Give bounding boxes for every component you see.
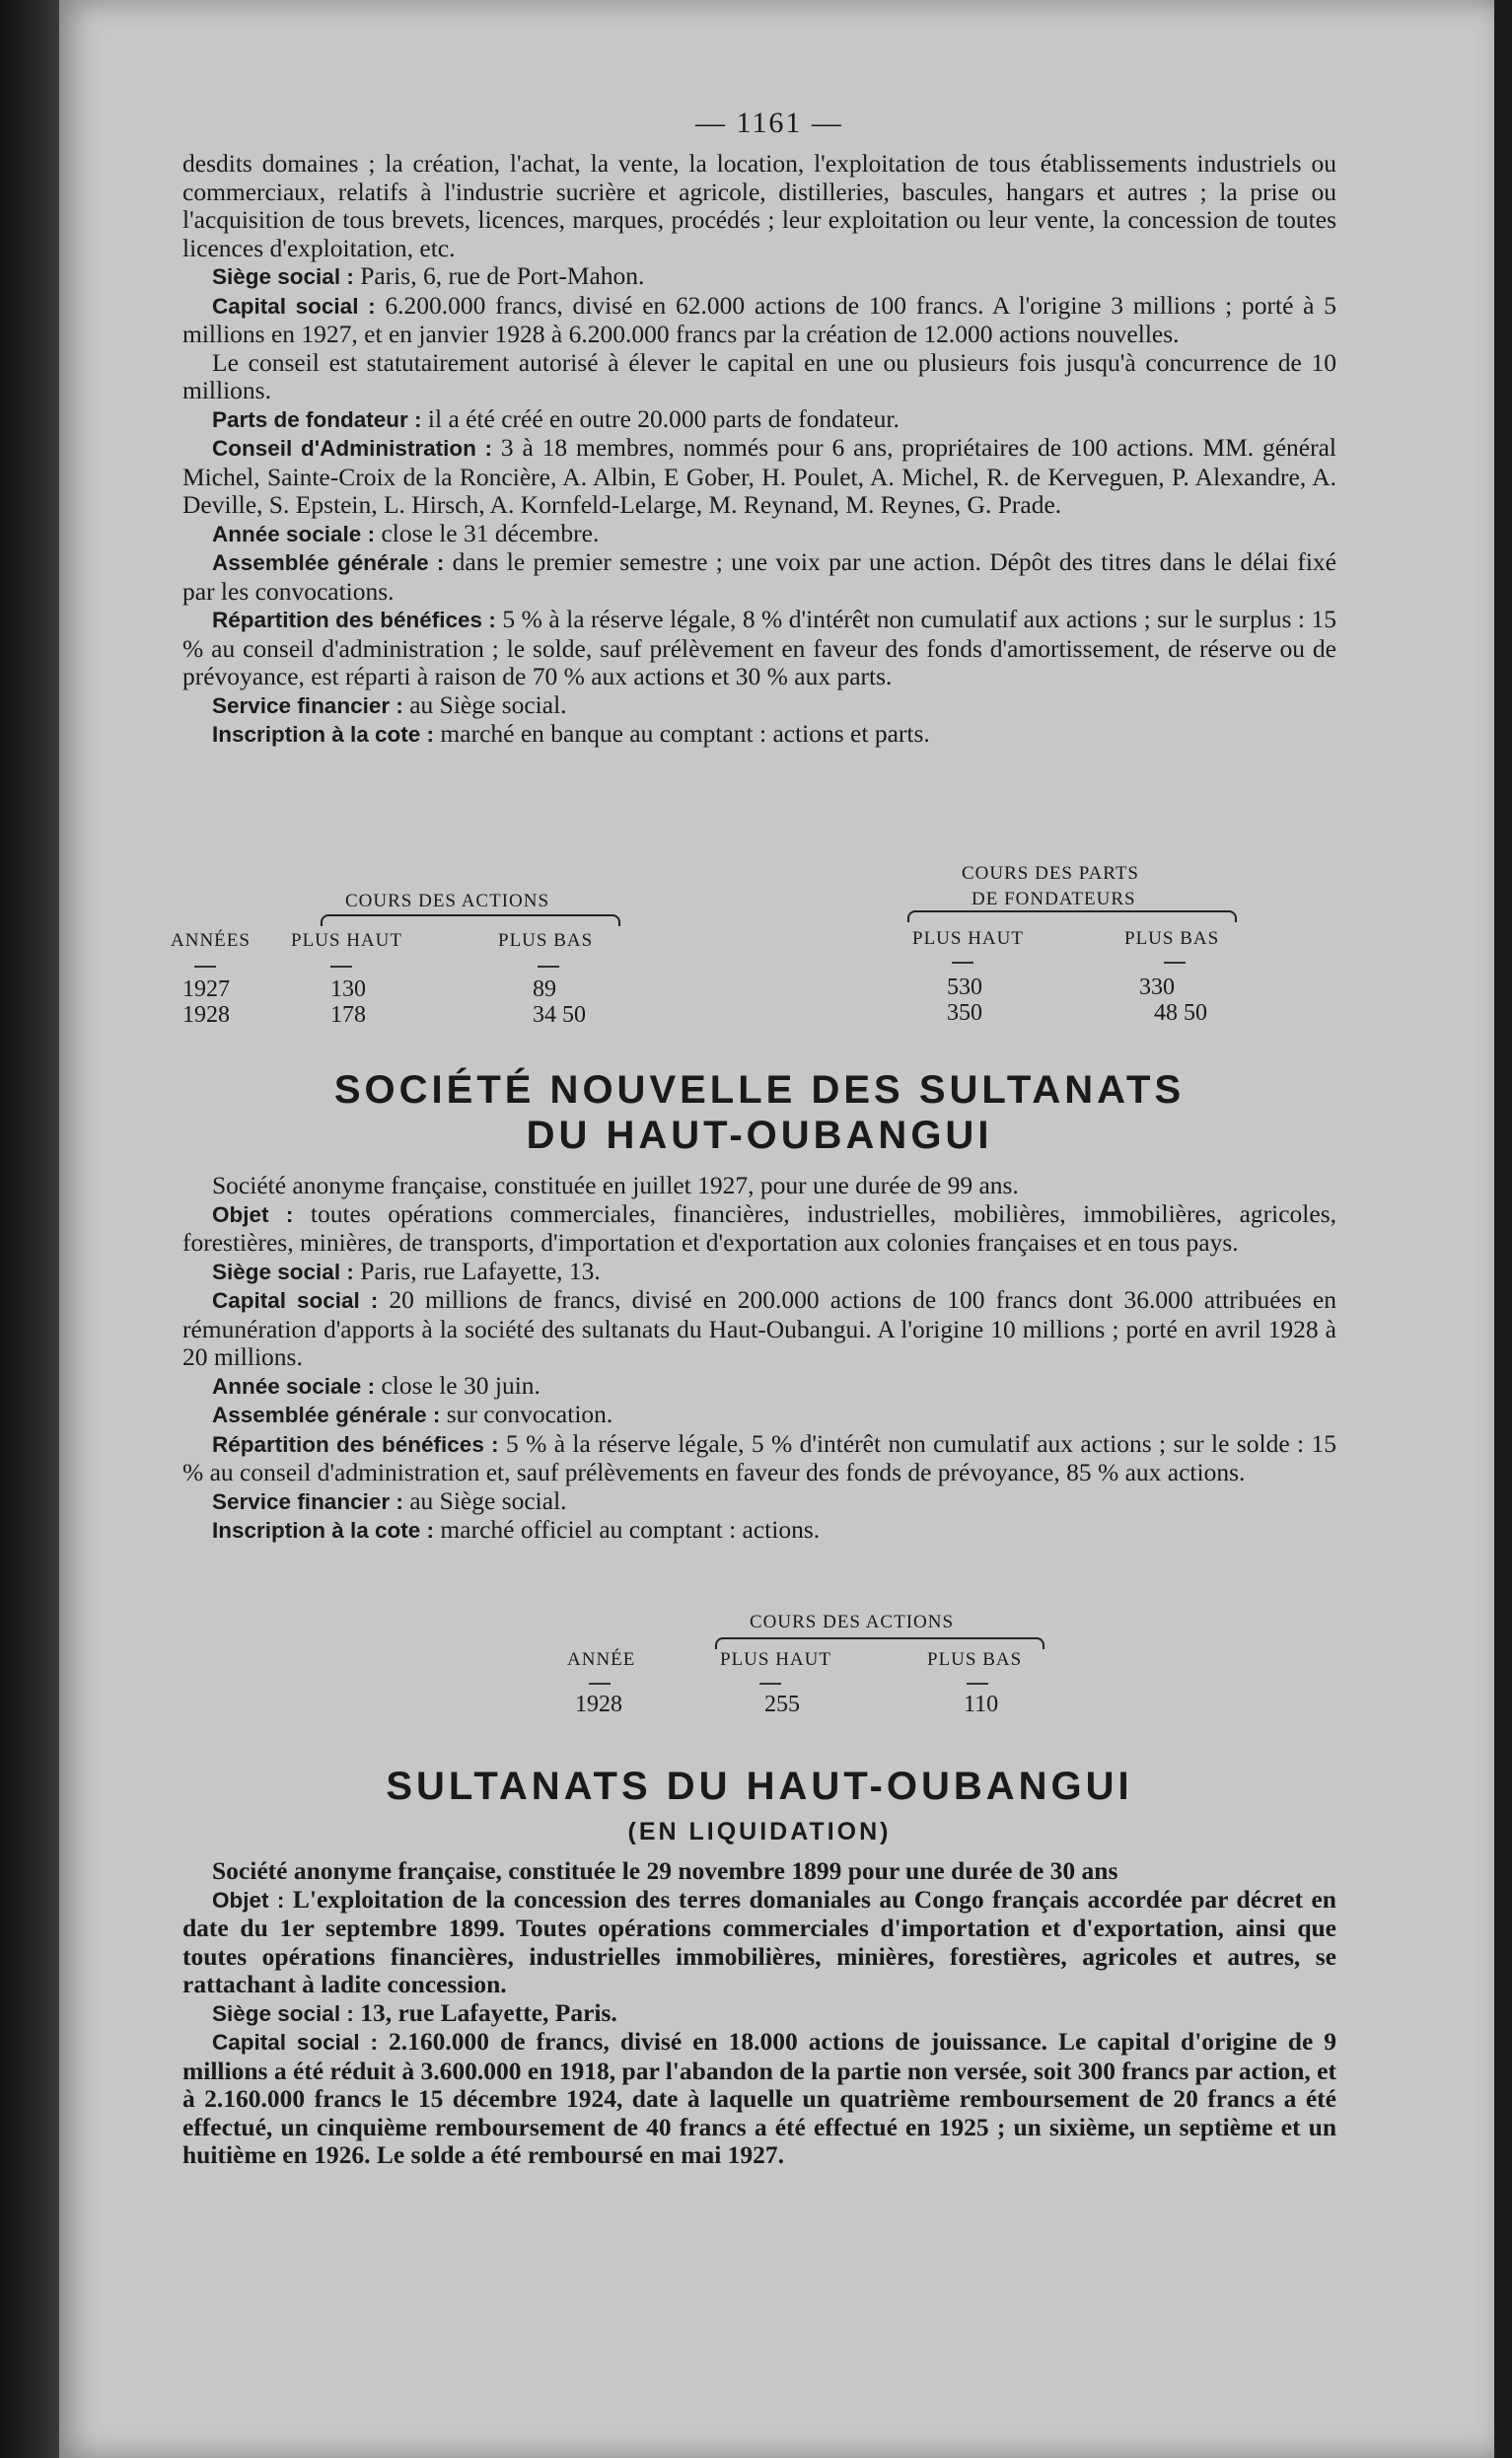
inscription-text: marché officiel au comptant : actions. [434, 1515, 821, 1544]
cours-table-2 [182, 1608, 1336, 1726]
col-header-annee: ANNÉE [567, 1649, 636, 1670]
service-label: Service financier : [212, 1488, 403, 1514]
rule [759, 1683, 781, 1685]
repartition-label: Répartition des bénéfices : [212, 608, 496, 632]
book-gutter [0, 0, 59, 2458]
section-continued-company [182, 150, 1336, 750]
repartition-text: 5 % à la réserve légale, 8 % d'intérêt non cumulatif aux actions ; sur le surplus : 15 % au conseil d'administration ; le solde, sauf prélèvement en faveur des fonds d'amortissement, de réserve ou de prévoyance, est réparti à raison de 70 % aux actions et 30 % aux parts. [182, 605, 1336, 690]
col-header-parts-bas: PLUS BAS [1124, 928, 1220, 949]
annee-label: Année sociale : [212, 1373, 376, 1399]
rule [1164, 962, 1186, 964]
row-1927-bas: 89 [533, 976, 556, 1002]
service-label: Service financier : [212, 692, 403, 718]
row-1927-annee: 1927 [182, 976, 230, 1002]
capital-label: Capital social : [212, 2030, 379, 2055]
service-text: au Siège social. [402, 689, 567, 719]
siege-text: Paris, rue Lafayette, 13. [353, 1256, 601, 1285]
intro-paragraph: desdits domaines ; la création, l'achat, la vente, la location, l'exploitation de tous établissements industriels ou commerciaux, relatifs à l'industrie sucrière et agricole, distilleries, bascules, hangars et autres ; la prise ou l'acquisition de tous brevets, licences, marques, procédés ; leur exploitation ou leur vente, la concession de toutes licences d'exploitation, etc. [182, 149, 1336, 262]
annee-label: Année sociale : [212, 521, 376, 546]
siege-text: 13, rue Lafayette, Paris. [353, 1997, 617, 2027]
col-header-bas: PLUS BAS [498, 930, 594, 951]
objet-text: L'exploitation de la concession des terres domaniales au Congo français accordée par décret en date du 1er septembre 1899. Toutes opérations commerciales d'importation et d'exportation, ainsi que toutes opérations financières, industrielles immobilières, minières, forestières, agricoles et autres, se rattachant à ladite concession. [182, 1884, 1336, 1998]
row-1927-parts-haut: 530 [947, 975, 982, 1000]
row-1928-parts-bas: 48 50 [1154, 1000, 1207, 1026]
rule [194, 966, 216, 968]
rule [330, 966, 352, 968]
admin-entry [182, 434, 1336, 520]
title-subtitle: (EN LIQUIDATION) [627, 1818, 892, 1845]
repartition-entry [182, 1430, 1336, 1487]
brace-parts [907, 910, 1237, 922]
service-entry [182, 691, 1336, 721]
assemblee-label: Assemblée générale : [212, 1403, 441, 1427]
row-1928-parts-haut: 350 [947, 1000, 982, 1026]
siege-entry [182, 1999, 1336, 2029]
siege-label: Siège social : [212, 2000, 354, 2026]
capital-entry [182, 1286, 1336, 1372]
assemblee-text: sur convocation. [440, 1400, 613, 1428]
inscription-entry [182, 720, 1336, 750]
repartition-entry [182, 606, 1336, 691]
assemblee-text: dans le premier semestre ; une voix par une action. Dépôt des titres dans le délai fixé par les convocations. [182, 547, 1336, 606]
objet-entry [182, 1200, 1336, 1258]
row-1928-haut: 255 [764, 1692, 800, 1717]
row-1928-annee: 1928 [575, 1692, 622, 1717]
row-1927-parts-bas: 330 [1139, 975, 1175, 1000]
assemblee-entry [182, 548, 1336, 606]
row-1928-bas: 34 50 [533, 1002, 586, 1028]
col-header-haut: PLUS HAUT [291, 930, 402, 951]
capital-entry [182, 292, 1336, 349]
siege-label: Siège social : [212, 264, 354, 289]
rule [967, 1683, 988, 1685]
inscription-label: Inscription à la cote : [212, 722, 435, 747]
title-line-1: SULTANATS DU HAUT-OUBANGUI [386, 1765, 1133, 1808]
section-title-sultanats [182, 1764, 1336, 1854]
capital-label: Capital social : [212, 293, 376, 319]
title-line-2: DU HAUT-OUBANGUI [526, 1114, 993, 1157]
objet-label: Objet : [212, 1887, 285, 1913]
group-header-parts-1: COURS DES PARTS [962, 863, 1139, 884]
annee-entry [182, 1372, 1336, 1402]
section-societe-nouvelle [182, 1172, 1336, 1546]
row-1928-haut: 178 [330, 1002, 366, 1028]
service-text: au Siège social. [402, 1485, 567, 1515]
parts-entry [182, 405, 1336, 435]
col-header-haut: PLUS HAUT [720, 1649, 831, 1670]
inscription-text: marché en banque au comptant : actions et parts. [434, 719, 930, 748]
siege-entry [182, 1258, 1336, 1287]
objet-entry [182, 1886, 1336, 1999]
brace-actions [715, 1637, 1044, 1649]
group-header-parts-2: DE FONDATEURS [972, 889, 1136, 909]
annee-entry [182, 520, 1336, 549]
assemblee-entry [182, 1401, 1336, 1430]
admin-label: Conseil d'Administration : [212, 436, 493, 461]
siege-label: Siège social : [212, 1259, 354, 1284]
inscription-label: Inscription à la cote : [212, 1518, 435, 1543]
siege-text: Paris, 6, rue de Port-Mahon. [353, 261, 645, 290]
col-header-annees: ANNÉES [171, 930, 251, 951]
repartition-label: Répartition des bénéfices : [212, 1431, 499, 1457]
col-header-bas: PLUS BAS [927, 1649, 1023, 1670]
intro-paragraph: Société anonyme française, constituée le 29 novembre 1899 pour une durée de 30 ans [212, 1856, 1118, 1885]
annee-text: close le 30 juin. [375, 1370, 540, 1400]
row-1928-bas: 110 [964, 1692, 999, 1717]
capital-entry [182, 2028, 1336, 2170]
objet-text: toutes opérations commerciales, financières, industrielles, mobilières, immobilières, agricoles, forestières, minières, de transports, d'importation et d'exportation aux colonies françaises et en tous pays. [182, 1198, 1337, 1257]
repartition-text: 5 % à la réserve légale, 5 % d'intérêt non cumulatif aux actions ; sur le solde : 15 % au conseil d'administration et, sauf prélèvements en faveur des fonds de prévoyance, 85 % aux actions. [182, 1428, 1336, 1486]
service-entry [182, 1487, 1336, 1517]
conseil-note: Le conseil est statutairement autorisé à élever le capital en une ou plusieurs fois jusqu'à concurrence de 10 millions. [182, 347, 1336, 404]
rule [538, 966, 559, 968]
book-page [59, 0, 1494, 2458]
page-number: — 1161 — [695, 107, 843, 139]
title-line-1: SOCIÉTÉ NOUVELLE DES SULTANATS [333, 1068, 1186, 1112]
intro-paragraph: Société anonyme française, constituée en juillet 1927, pour une durée de 99 ans. [212, 1171, 1019, 1199]
col-header-parts-haut: PLUS HAUT [912, 928, 1024, 949]
rule [589, 1683, 611, 1685]
capital-text: 20 millions de francs, divisé en 200.000 actions de 100 francs dont 36.000 attribuées en rémunération d'apports à la société des sultanats du Haut-Oubangui. A l'origine 10 millions ; porté en avril 1928 à 20 millions. [182, 1285, 1337, 1371]
capital-text: 6.200.000 francs, divisé en 62.000 actions de 100 francs. A l'origine 3 millions ; porté à 5 millions en 1927, et en janvier 1928 à 6.200.000 francs par la création de 12.000 actions nouvelles. [182, 290, 1336, 348]
admin-text: 3 à 18 membres, nommés pour 6 ans, propriétaires de 100 actions. MM. général Michel, Sainte-Croix de la Roncière, A. Albin, E Gober, H. Poulet, A. Michel, R. de Kerveguen, P. Alexandre, A. Deville, S. Epstein, L. Hirsch, A. Kornfeld-Lelarge, M. Reynand, M. Reynes, G. Prade. [182, 433, 1337, 519]
section-title-societe-nouvelle [182, 1067, 1336, 1158]
row-1928-annee: 1928 [182, 1002, 230, 1028]
group-header-actions: COURS DES ACTIONS [345, 891, 550, 911]
annee-text: close le 31 décembre. [375, 518, 600, 547]
section-sultanats [182, 1857, 1336, 2170]
inscription-entry [182, 1516, 1336, 1546]
cours-table-1 [171, 863, 1336, 1036]
rule [952, 962, 973, 964]
row-1927-haut: 130 [330, 976, 366, 1002]
objet-label: Objet : [212, 1201, 294, 1227]
assemblee-label: Assemblée générale : [212, 550, 445, 575]
group-header-actions: COURS DES ACTIONS [750, 1612, 955, 1632]
siege-entry [182, 262, 1336, 292]
capital-text: 2.160.000 de francs, divisé en 18.000 actions de jouissance. Le capital d'origine de 9 millions a été réduit à 3.600.000 en 1918, par l'abandon de la partie non versée, soit 300 francs par action, et à 2.160.000 francs le 15 décembre 1924, date à laquelle un quatrième remboursement de 20 francs a été effectué, un cinquième remboursement de 40 francs a été effectué en 1925 ; un sixième, un septième et un huitième en 1926. Le solde a été remboursé en mai 1927. [182, 2027, 1336, 2169]
capital-label: Capital social : [212, 1288, 379, 1313]
brace-actions [321, 914, 620, 926]
parts-text: il a été créé en outre 20.000 parts de fondateur. [421, 403, 900, 433]
parts-label: Parts de fondateur : [212, 406, 422, 432]
